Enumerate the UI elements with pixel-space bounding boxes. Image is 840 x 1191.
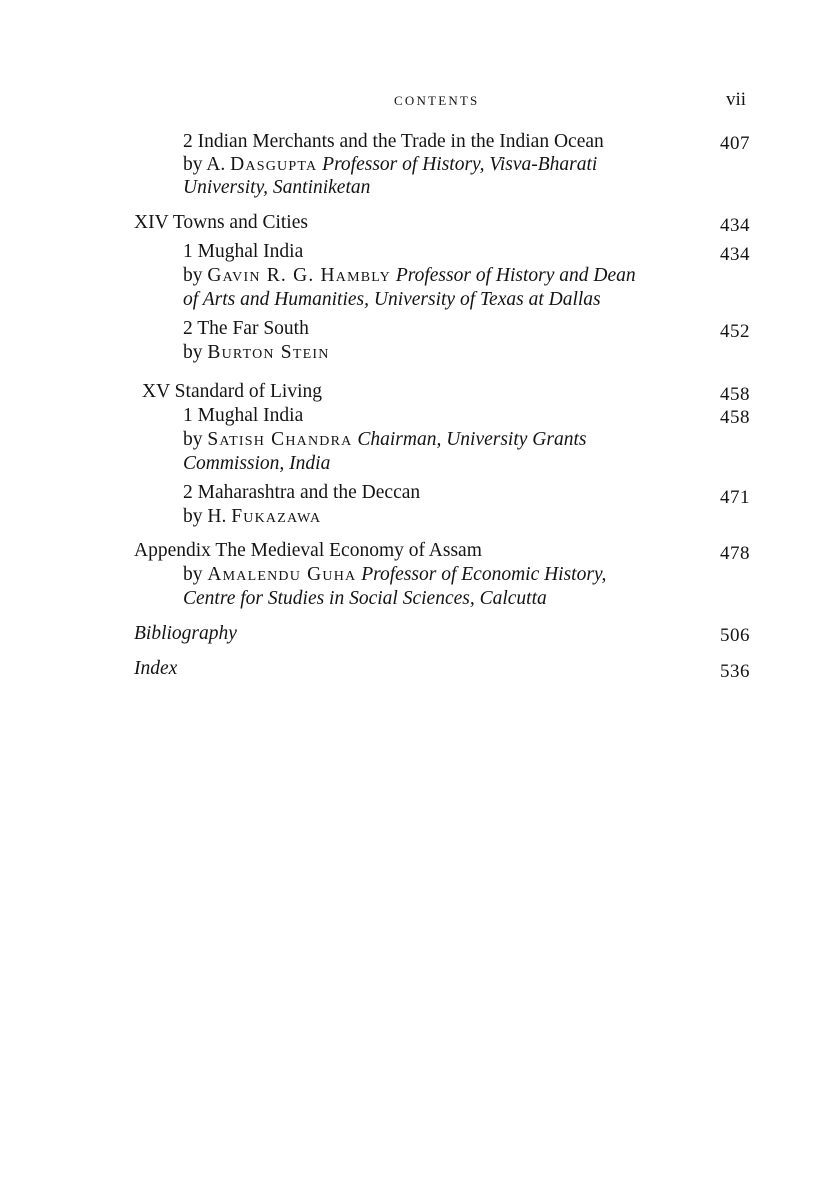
toc-appendix-title: Appendix The Medieval Economy of Assam bbox=[134, 540, 482, 561]
author-name: Dasgupta bbox=[230, 154, 318, 175]
author-name: Fukazawa bbox=[231, 506, 322, 527]
toc-page-number: 471 bbox=[720, 487, 750, 508]
author-affiliation-continued: Centre for Studies in Social Sciences, Calcutta bbox=[183, 588, 547, 609]
toc-bibliography-title: Bibliography bbox=[134, 623, 237, 644]
author-prefix: by A. bbox=[183, 154, 226, 175]
author-affiliation-continued: Commission, India bbox=[183, 453, 331, 474]
toc-page-number: 506 bbox=[720, 625, 750, 646]
toc-index-title: Index bbox=[134, 658, 178, 679]
toc-page-number: 434 bbox=[720, 215, 750, 236]
toc-entry-title: 2 The Far South bbox=[183, 318, 309, 339]
toc-entry-title: 2 Indian Merchants and the Trade in the Indian Ocean bbox=[183, 131, 604, 152]
author-affiliation: Professor of Economic History, bbox=[361, 564, 607, 585]
toc-page-number: 458 bbox=[720, 384, 750, 405]
author-prefix: by bbox=[183, 429, 203, 450]
author-affiliation: Chairman, University Grants bbox=[357, 429, 587, 450]
toc-chapter-title: XV Standard of Living bbox=[142, 381, 322, 402]
author-prefix: by bbox=[183, 265, 203, 286]
toc-chapter-title: XIV Towns and Cities bbox=[134, 212, 308, 233]
toc-entry-title: 1 Mughal India bbox=[183, 405, 304, 426]
toc-page-number: 458 bbox=[720, 407, 750, 428]
toc-author-line bbox=[183, 428, 586, 451]
author-name: Gavin R. G. Hambly bbox=[207, 265, 391, 286]
toc-author-line bbox=[183, 153, 597, 176]
author-affiliation: Professor of History and Dean bbox=[395, 265, 636, 286]
toc-author-line bbox=[183, 341, 330, 364]
toc-page-number: 434 bbox=[720, 244, 750, 265]
running-head bbox=[0, 89, 840, 113]
author-affiliation: Professor of History, Visva-Bharati bbox=[322, 154, 598, 175]
toc-author-line bbox=[183, 264, 636, 287]
author-name: Burton Stein bbox=[207, 342, 330, 363]
author-affiliation-continued: of Arts and Humanities, University of Texas at Dallas bbox=[183, 289, 601, 310]
author-affiliation-continued: University, Santiniketan bbox=[183, 177, 371, 198]
author-prefix: by bbox=[183, 564, 203, 585]
toc-page-number: 478 bbox=[720, 543, 750, 564]
author-prefix: by bbox=[183, 342, 203, 363]
toc-page-number: 536 bbox=[720, 661, 750, 682]
author-prefix: by H. bbox=[183, 506, 227, 527]
toc-page-number: 407 bbox=[720, 133, 750, 154]
page-folio: vii bbox=[726, 89, 747, 110]
toc-entry-title: 1 Mughal India bbox=[183, 241, 304, 262]
running-head-title: CONTENTS bbox=[394, 93, 480, 108]
author-name: Amalendu Guha bbox=[207, 564, 357, 585]
author-name: Satish Chandra bbox=[207, 429, 353, 450]
toc-entry-title: 2 Maharashtra and the Deccan bbox=[183, 482, 421, 503]
toc-page-number: 452 bbox=[720, 321, 750, 342]
toc-author-line bbox=[183, 563, 606, 586]
toc-author-line bbox=[183, 505, 321, 528]
